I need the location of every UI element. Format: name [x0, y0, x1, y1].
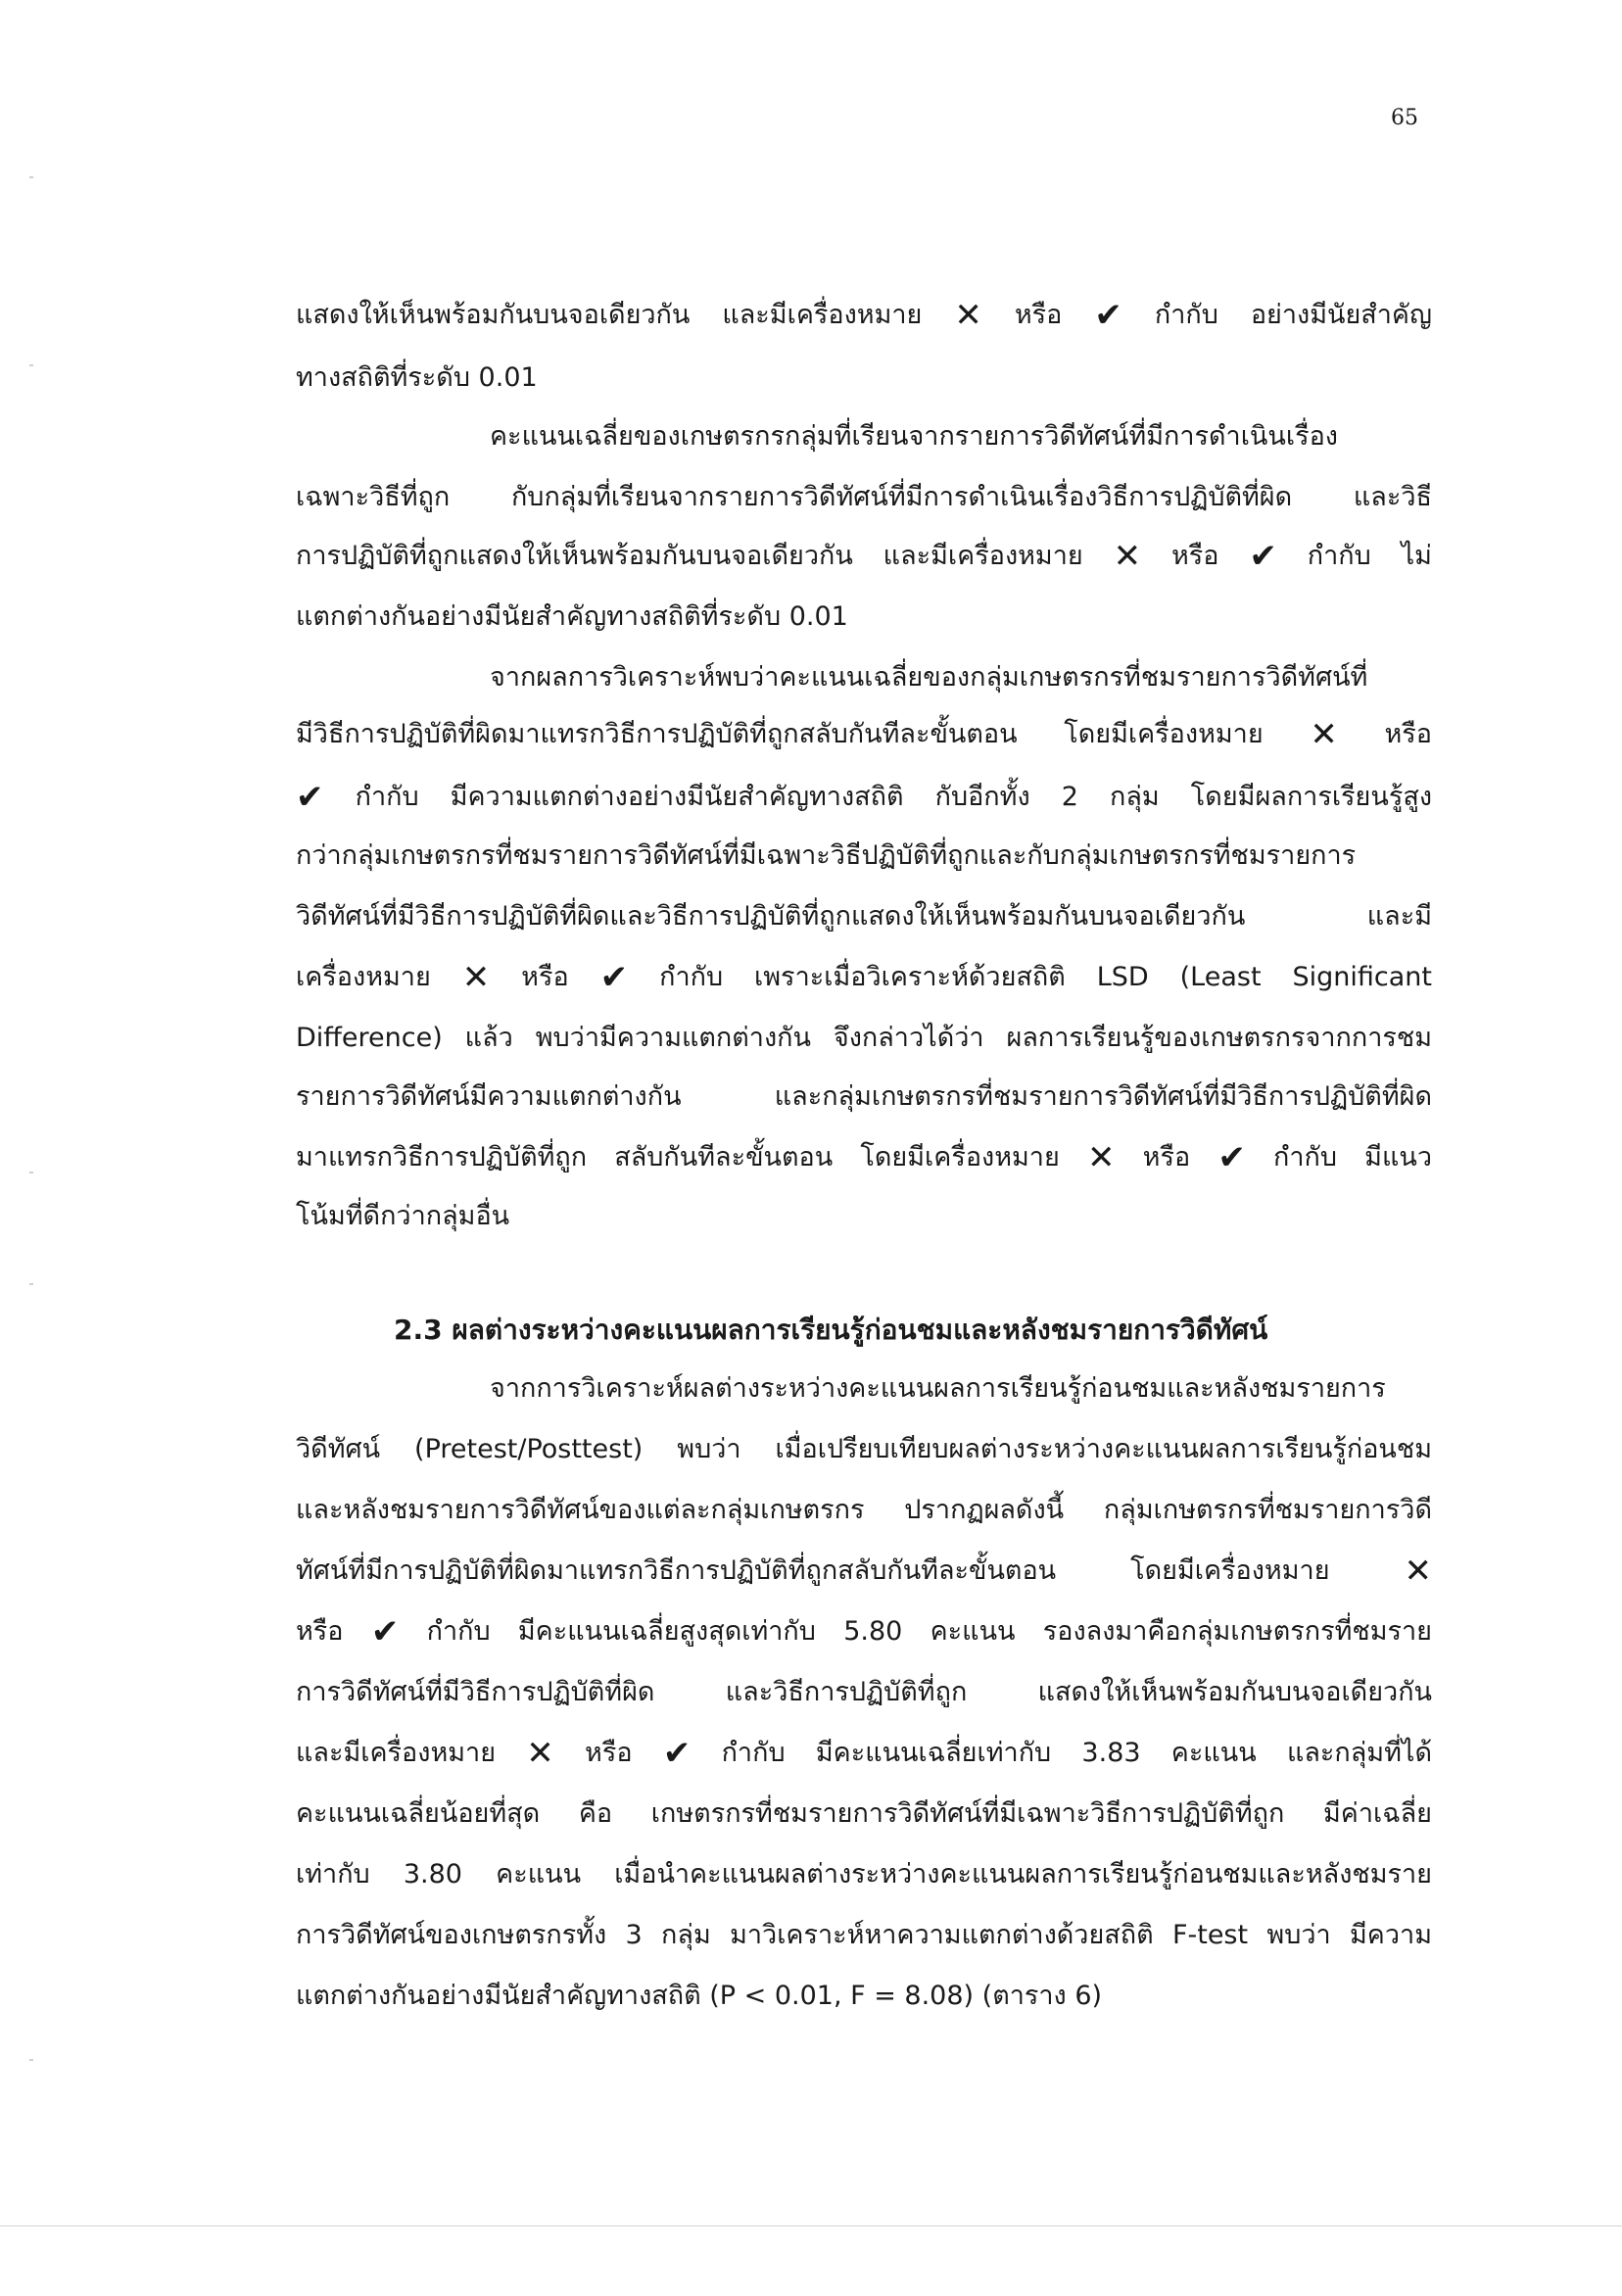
scan-speck	[29, 1283, 33, 1285]
cross-mark-icon: ✕	[1404, 1552, 1432, 1591]
check-mark-icon: ✔	[296, 778, 324, 817]
body-line: การวิดีทัศน์ที่มีวิธีการปฏิบัติที่ผิด และวิธีการปฏิบัติที่ถูก แสดงให้เห็นพร้อมกันบนจอเดียวกัน	[296, 1677, 1432, 1707]
body-line: เท่ากับ 3.80 คะแนน เมื่อนำคะแนนผลต่างระหว่างคะแนนผลการเรียนรู้ก่อนชมและหลังชมราย	[296, 1859, 1432, 1889]
section-heading: 2.3 ผลต่างระหว่างคะแนนผลการเรียนรู้ก่อนชมและหลังชมรายการวิดีทัศน์	[394, 1314, 1268, 1346]
body-line: การวิดีทัศน์ของเกษตรกรทั้ง 3 กลุ่ม มาวิเคราะห์หาความแตกต่างด้วยสถิติ F-test พบว่า มีความ	[296, 1920, 1432, 1950]
body-line: การปฏิบัติที่ถูกแสดงให้เห็นพร้อมกันบนจอเดียวกัน และมีเครื่องหมาย ✕ หรือ ✔ กำกับ ไม่	[296, 537, 1432, 576]
check-mark-icon: ✔	[370, 1612, 400, 1651]
body-line: เฉพาะวิธีที่ถูก กับกลุ่มที่เรียนจากรายการวิดีทัศน์ที่มีการดำเนินเรื่องวิธีการปฏิบัติที่ผิด และวิธี	[296, 482, 1432, 512]
page-number: 65	[1391, 106, 1418, 130]
cross-mark-icon: ✕	[1086, 1138, 1116, 1177]
body-line: และหลังชมรายการวิดีทัศน์ของแต่ละกลุ่มเกษตรกร ปรากฏผลดังนี้ กลุ่มเกษตรกรที่ชมรายการวิดี	[296, 1495, 1432, 1525]
body-line: วิดีทัศน์ที่มีวิธีการปฏิบัติที่ผิดและวิธีการปฏิบัติที่ถูกแสดงให้เห็นพร้อมกันบนจอเดียวกัน และมี	[296, 901, 1432, 932]
body-line: คะแนนเฉลี่ยของเกษตรกรกลุ่มที่เรียนจากรายการวิดีทัศน์ที่มีการดำเนินเรื่อง	[490, 421, 1338, 452]
cross-mark-icon: ✕	[526, 1734, 554, 1773]
body-line: คะแนนเฉลี่ยน้อยที่สุด คือ เกษตรกรที่ชมรายการวิดีทัศน์ที่มีเฉพาะวิธีการปฏิบัติที่ถูก มีค่าเฉลี่ย	[296, 1798, 1432, 1829]
scan-speck	[29, 176, 33, 178]
body-line: มีวิธีการปฏิบัติที่ผิดมาแทรกวิธีการปฏิบัติที่ถูกสลับกันทีละขั้นตอน โดยมีเครื่องหมาย ✕ หรือ	[296, 715, 1432, 754]
body-line: ✔ กำกับ มีความแตกต่างอย่างมีนัยสำคัญทางสถิติ กับอีกทั้ง 2 กลุ่ม โดยมีผลการเรียนรู้สูง	[296, 778, 1432, 817]
check-mark-icon: ✔	[1217, 1138, 1246, 1177]
body-line: และมีเครื่องหมาย ✕ หรือ ✔ กำกับ มีคะแนนเฉลี่ยเท่ากับ 3.83 คะแนน และกลุ่มที่ได้	[296, 1734, 1433, 1773]
cross-mark-icon: ✕	[1113, 537, 1142, 576]
body-line: โน้มที่ดีกว่ากลุ่มอื่น	[296, 1201, 510, 1231]
body-line: แตกต่างกันอย่างมีนัยสำคัญทางสถิติ (P < 0.01, F = 8.08) (ตาราง 6)	[296, 1981, 1103, 2011]
body-line: จากผลการวิเคราะห์พบว่าคะแนนเฉลี่ยของกลุ่มเกษตรกรที่ชมรายการวิดีทัศน์ที่	[490, 662, 1368, 693]
body-line: แตกต่างกันอย่างมีนัยสำคัญทางสถิติที่ระดับ 0.01	[296, 601, 848, 632]
body-line: แสดงให้เห็นพร้อมกันบนจอเดียวกัน และมีเครื่องหมาย ✕ หรือ ✔ กำกับ อย่างมีนัยสำคัญ	[296, 296, 1432, 335]
cross-mark-icon: ✕	[954, 296, 982, 335]
check-mark-icon: ✔	[1094, 296, 1122, 335]
body-line: หรือ ✔ กำกับ มีคะแนนเฉลี่ยสูงสุดเท่ากับ 5.80 คะแนน รองลงมาคือกลุ่มเกษตรกรที่ชมราย	[296, 1612, 1432, 1651]
scan-speck	[29, 364, 33, 366]
scan-speck	[29, 2059, 33, 2061]
check-mark-icon: ✔	[1249, 537, 1277, 576]
body-line: รายการวิดีทัศน์มีความแตกต่างกัน และกลุ่มเกษตรกรที่ชมรายการวิดีทัศน์ที่มีวิธีการปฏิบัติที่ผิด	[296, 1081, 1432, 1112]
body-line: Difference) แล้ว พบว่ามีความแตกต่างกัน จึงกล่าวได้ว่า ผลการเรียนรู้ของเกษตรกรจากการชม	[296, 1023, 1432, 1053]
body-line: วิดีทัศน์ (Pretest/Posttest) พบว่า เมื่อเปรียบเทียบผลต่างระหว่างคะแนนผลการเรียนรู้ก่อนชม	[296, 1434, 1432, 1464]
body-line: เครื่องหมาย ✕ หรือ ✔ กำกับ เพราะเมื่อวิเคราะห์ด้วยสถิติ LSD (Least Significant	[296, 958, 1432, 997]
check-mark-icon: ✔	[662, 1734, 692, 1773]
scan-speck	[29, 1172, 33, 1173]
body-line: กว่ากลุ่มเกษตรกรที่ชมรายการวิดีทัศน์ที่มีเฉพาะวิธีปฏิบัติที่ถูกและกับกลุ่มเกษตรกรที่ชมรายการ	[296, 840, 1357, 871]
body-line: จากการวิเคราะห์ผลต่างระหว่างคะแนนผลการเรียนรู้ก่อนชมและหลังชมรายการ	[490, 1373, 1386, 1404]
check-mark-icon: ✔	[599, 958, 629, 997]
cross-mark-icon: ✕	[1310, 715, 1338, 754]
cross-mark-icon: ✕	[461, 958, 491, 997]
body-line: ทัศน์ที่มีการปฏิบัติที่ผิดมาแทรกวิธีการปฏิบัติที่ถูกสลับกันทีละขั้นตอน โดยมีเครื่องหมาย ✕	[296, 1552, 1432, 1591]
body-line: ทางสถิติที่ระดับ 0.01	[296, 362, 538, 393]
body-line: มาแทรกวิธีการปฏิบัติที่ถูก สลับกันทีละขั้นตอน โดยมีเครื่องหมาย ✕ หรือ ✔ กำกับ มีแนว	[296, 1138, 1432, 1177]
scan-divider	[0, 2225, 1622, 2226]
